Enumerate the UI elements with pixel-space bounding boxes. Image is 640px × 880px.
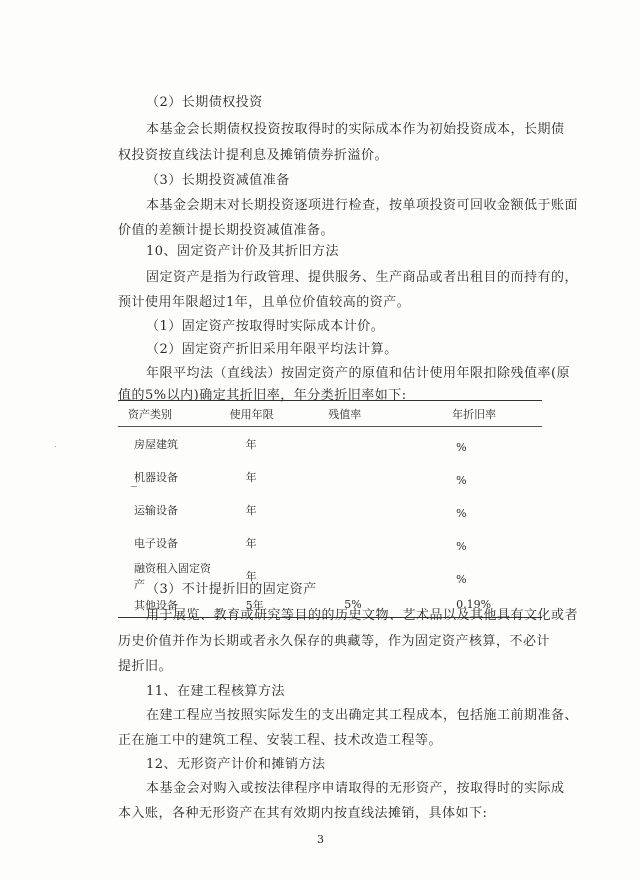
paragraph-text: 年限平均法（直线法）按固定资产的原值和估计使用年限扣除残值率(原 [146, 366, 571, 381]
paragraph-text: 价值的差额计提长期投资减值准备。 [118, 223, 335, 238]
table-row [118, 526, 542, 559]
heading-impairment: （3）长期投资减值准备 [146, 173, 290, 188]
scan-speck [131, 486, 137, 487]
cell-residual [322, 526, 426, 559]
cell-category: 融资租入固定资产 [134, 561, 211, 591]
paragraph-text: 在建工程应当按照实际发生的支出确定其工程成本，包括施工前期准备、 [146, 708, 579, 723]
paragraph-text: 本基金会长期债权投资按取得时的实际成本作为初始投资成本，长期债 [146, 122, 565, 137]
paragraph-text: 正在施工中的建筑工程、安装工程、技术改造工程等。 [118, 733, 443, 748]
cell-life: 5年 [245, 598, 264, 612]
scan-speck [55, 446, 56, 447]
paragraph-text: （2）固定资产折旧采用年限平均法计算。 [146, 342, 398, 357]
cell-category: 房屋建筑 [134, 437, 178, 451]
paragraph-text: 本入账，各种无形资产在其有效期内按直线法摊销，具体如下: [118, 806, 488, 821]
cell-rate: % [456, 441, 467, 454]
cell-life: 年 [245, 569, 257, 583]
cell-rate: % [456, 507, 467, 520]
header-asset-category: 资产类别 [128, 407, 172, 421]
table-header-row [118, 401, 542, 427]
cell-category: 机器设备 [134, 470, 178, 484]
header-residual-rate: 残值率 [328, 407, 362, 421]
cell-category: 运输设备 [134, 503, 178, 517]
cell-residual [322, 493, 426, 526]
table-row [118, 460, 542, 493]
cell-residual [322, 559, 426, 592]
cell-life: 年 [245, 503, 257, 517]
paragraph-text: 本基金会对购入或按法律程序申请取得的无形资产，按取得时的实际成 [146, 781, 565, 796]
page-number: 3 [317, 833, 324, 846]
section-heading-12: 12、无形资产计价和摊销方法 [146, 757, 326, 772]
paragraph-text: 本基金会期末对长期投资逐项进行检查，按单项投资可回收金额低于账面 [146, 198, 579, 213]
section-heading-11: 11、在建工程核算方法 [146, 684, 286, 699]
cell-life: 年 [245, 536, 257, 550]
cell-residual [322, 460, 426, 493]
table-row [118, 427, 542, 461]
section-heading-10: 10、固定资产计价及其折旧方法 [146, 244, 340, 259]
cell-rate: 0.19% [456, 598, 492, 611]
cell-life: 年 [245, 437, 257, 451]
cell-residual: 5% [344, 598, 362, 611]
paragraph-text: 预计使用年限超过1年，且单位价值较高的资产。 [118, 295, 411, 310]
header-useful-life: 使用年限 [229, 407, 274, 421]
cell-rate: % [456, 573, 467, 586]
cell-residual [322, 427, 426, 461]
paragraph-text: （1）固定资产按取得时实际成本计价。 [146, 319, 385, 334]
cell-rate: % [456, 540, 467, 553]
cell-category: 电子设备 [134, 536, 178, 550]
paragraph-text: 值的5%以内)确定其折旧率，年分类折旧率如下: [118, 388, 407, 403]
cell-life: 年 [245, 470, 257, 484]
heading-long-term-bond: （2）长期债权投资 [146, 95, 263, 110]
cell-category: 其他设备 [134, 598, 178, 612]
paragraph-text: 用于展览、教育或研究等目的的历史文物、艺术品以及其他具有文化或者 [146, 608, 579, 623]
paragraph-text: 权投资按直线法计提利息及摊销债券折溢价。 [118, 148, 389, 163]
heading-non-depreciable: （3）不计提折旧的固定资产 [146, 582, 317, 597]
paragraph-text: 提折旧。 [118, 659, 173, 674]
table-row [118, 493, 542, 526]
cell-rate: % [456, 474, 467, 487]
paragraph-text: 历史价值并作为长期或者永久保存的典藏等，作为固定资产核算，不必计 [118, 634, 551, 649]
paragraph-text: 固定资产是指为行政管理、提供服务、生产商品或者出租目的而持有的， [146, 270, 579, 285]
header-annual-rate: 年折旧率 [452, 407, 497, 421]
